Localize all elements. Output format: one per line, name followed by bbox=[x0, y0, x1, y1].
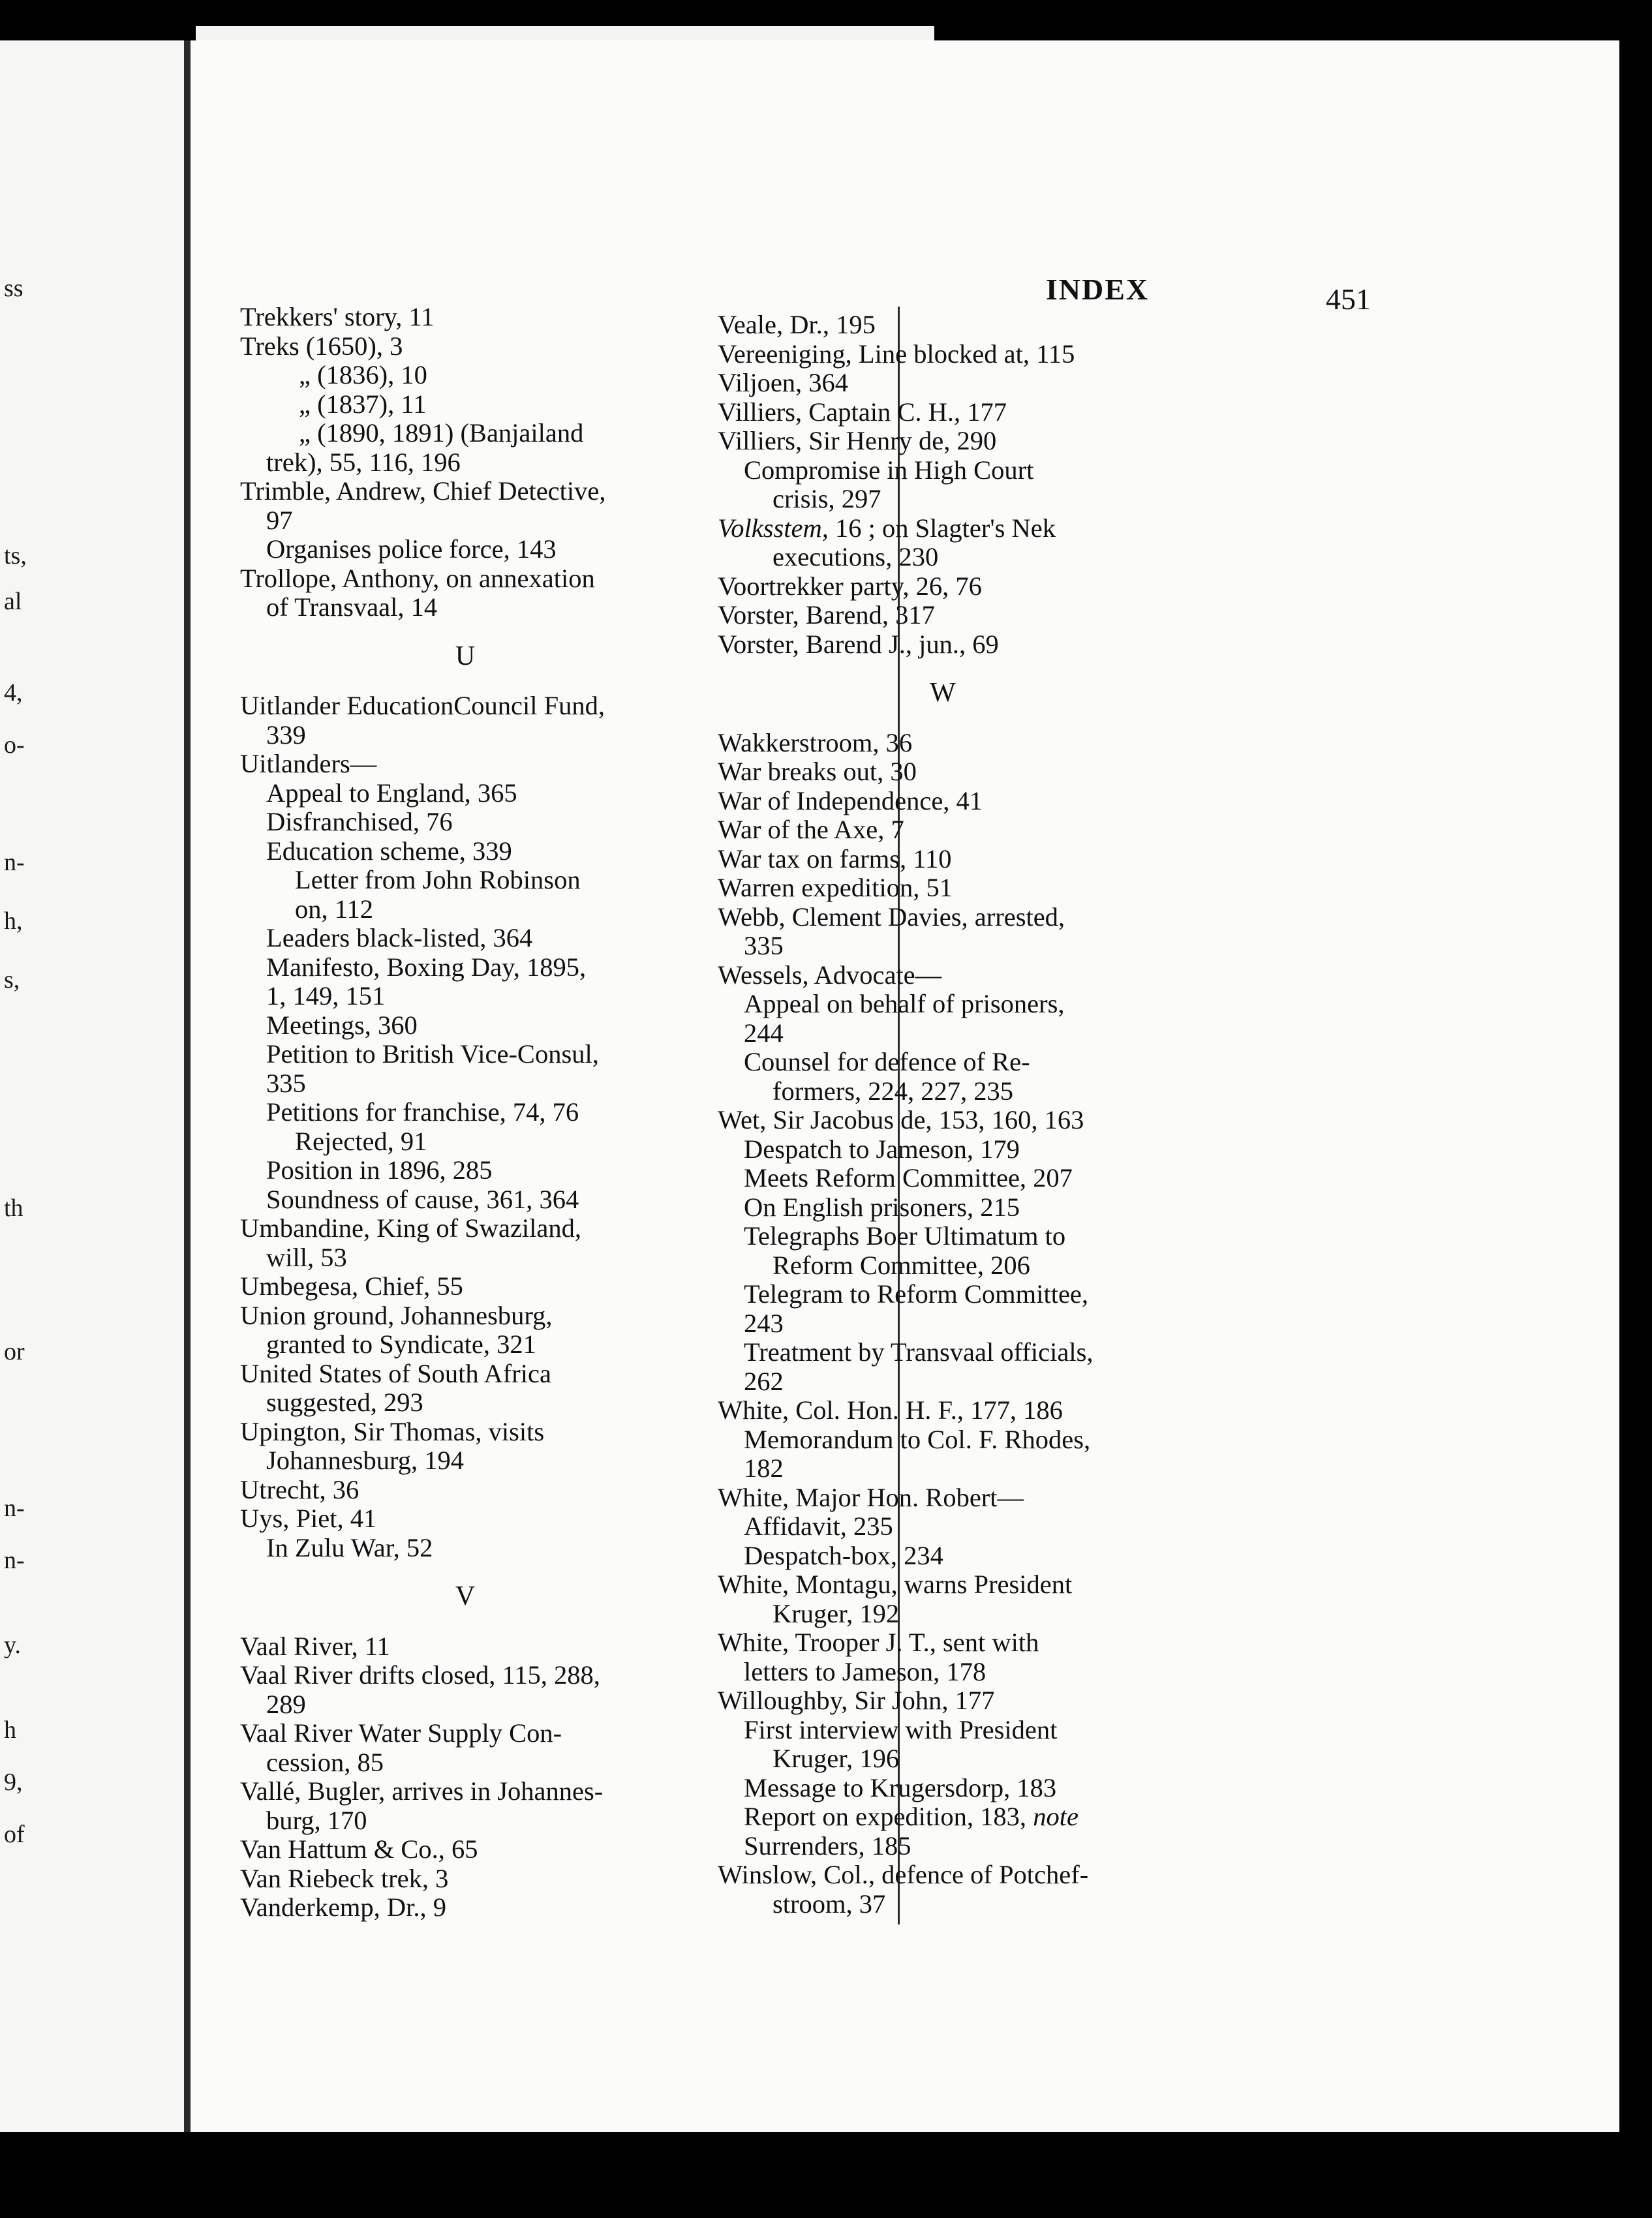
index-entry: Report on expedition, 183, note bbox=[744, 1802, 1078, 1831]
index-entry: „ (1836), 10 bbox=[299, 360, 427, 389]
index-entry: Vallé, Bugler, arrives in Johannes- bbox=[240, 1776, 604, 1806]
index-entry: Appeal on behalf of prisoners, bbox=[744, 989, 1065, 1018]
index-entry: Vanderkemp, Dr., 9 bbox=[240, 1892, 447, 1922]
index-entry: Volksstem, 16 ; on Slagter's Nek bbox=[718, 513, 1056, 543]
index-entry: Willoughby, Sir John, 177 bbox=[718, 1686, 995, 1715]
index-entry: Union ground, Johannesburg, bbox=[240, 1300, 553, 1330]
index-entry: Despatch to Jameson, 179 bbox=[744, 1134, 1020, 1164]
facing-page-text-fragment: o- bbox=[4, 731, 25, 759]
index-entry: Leaders black-listed, 364 bbox=[266, 923, 533, 952]
index-entry: In Zulu War, 52 bbox=[266, 1532, 433, 1562]
section-letter-heading: V bbox=[455, 1581, 476, 1611]
index-entry: Uys, Piet, 41 bbox=[240, 1504, 377, 1533]
scan-border-bottom bbox=[184, 2132, 1652, 2218]
index-entry: Warren expedition, 51 bbox=[718, 873, 953, 902]
index-entry: Van Hattum & Co., 65 bbox=[240, 1834, 478, 1864]
facing-page-text-fragment: of bbox=[4, 1821, 25, 1848]
index-entry: United States of South Africa bbox=[240, 1358, 551, 1388]
index-entry: Viljoen, 364 bbox=[718, 368, 849, 397]
index-entry: Letter from John Robinson bbox=[295, 865, 581, 894]
index-entry: Villiers, Sir Henry de, 290 bbox=[718, 426, 997, 455]
index-entry: trek), 55, 116, 196 bbox=[266, 447, 461, 477]
index-entry: Webb, Clement Davies, arrested, bbox=[718, 902, 1065, 932]
facing-page-text-fragment: th bbox=[4, 1194, 23, 1222]
index-entry: Meetings, 360 bbox=[266, 1010, 418, 1040]
index-entry: War breaks out, 30 bbox=[718, 757, 917, 786]
index-entry: Vorster, Barend, 317 bbox=[718, 600, 935, 630]
facing-page-text-fragment: 9, bbox=[4, 1769, 23, 1796]
index-entry: cession, 85 bbox=[266, 1747, 384, 1777]
index-entry: On English prisoners, 215 bbox=[744, 1192, 1020, 1222]
facing-page-text-fragment: y. bbox=[4, 1632, 22, 1659]
index-entry: Upington, Sir Thomas, visits bbox=[240, 1416, 545, 1446]
index-entry: Affidavit, 235 bbox=[744, 1512, 893, 1541]
facing-page-text-fragment: h, bbox=[4, 907, 23, 935]
facing-page-text-fragment: n- bbox=[4, 1495, 25, 1522]
section-letter-heading: W bbox=[930, 678, 956, 708]
index-entry: White, Major Hon. Robert— bbox=[718, 1482, 1024, 1512]
index-entry: Treks (1650), 3 bbox=[240, 331, 403, 361]
index-entry: War tax on farms, 110 bbox=[718, 843, 952, 874]
index-entry: 243 bbox=[744, 1308, 784, 1338]
index-entry: 244 bbox=[744, 1018, 784, 1048]
index-entry: 335 bbox=[266, 1068, 306, 1098]
index-entry: Surrenders, 185 bbox=[744, 1831, 911, 1861]
facing-page-text-fragment: n- bbox=[4, 1547, 25, 1574]
index-entry: Umbandine, King of Swaziland, bbox=[240, 1213, 582, 1243]
index-entry: Vaal River Water Supply Con- bbox=[240, 1718, 562, 1748]
facing-page-text-fragment: n- bbox=[4, 849, 25, 876]
facing-page-text-fragment: al bbox=[4, 588, 22, 615]
index-entry: First interview with President bbox=[744, 1714, 1058, 1744]
index-entry: Wessels, Advocate— bbox=[718, 960, 942, 990]
index-entry: Uitlander EducationCouncil Fund, bbox=[240, 691, 605, 720]
index-entry: crisis, 297 bbox=[772, 484, 881, 513]
index-entry: Van Riebeck trek, 3 bbox=[240, 1863, 449, 1893]
index-entry: Message to Krugersdorp, 183 bbox=[744, 1772, 1057, 1802]
index-entry: White, Col. Hon. H. F., 177, 186 bbox=[718, 1395, 1063, 1425]
scan-border bbox=[1619, 40, 1652, 2149]
index-entry: Wet, Sir Jacobus de, 153, 160, 163 bbox=[718, 1105, 1084, 1134]
index-entry: Counsel for defence of Re- bbox=[744, 1047, 1030, 1076]
index-entry: Treatment by Transvaal officials, bbox=[744, 1337, 1094, 1367]
index-entry: Trimble, Andrew, Chief Detective, bbox=[240, 476, 606, 506]
index-entry: Telegraphs Boer Ultimatum to bbox=[744, 1221, 1066, 1251]
page-number: 451 bbox=[1326, 282, 1371, 316]
index-entry: Villiers, Captain C. H., 177 bbox=[718, 397, 1007, 427]
facing-page-text-fragment: or bbox=[4, 1338, 25, 1365]
index-entry: Uitlanders— bbox=[240, 749, 377, 778]
index-entry: Memorandum to Col. F. Rhodes, bbox=[744, 1424, 1091, 1454]
facing-page-text-fragment: h bbox=[4, 1716, 16, 1744]
index-entry: 1, 149, 151 bbox=[266, 981, 386, 1010]
index-entry: War of Independence, 41 bbox=[718, 785, 983, 815]
index-entry: Vaal River drifts closed, 115, 288, bbox=[240, 1660, 600, 1690]
index-column-right bbox=[718, 311, 1364, 1919]
index-entry: Kruger, 192 bbox=[772, 1598, 900, 1628]
index-entry: Trekkers' story, 11 bbox=[240, 302, 435, 331]
index-entry: Appeal to England, 365 bbox=[266, 778, 517, 808]
index-entry: Disfranchised, 76 bbox=[266, 807, 453, 836]
index-entry: Rejected, 91 bbox=[295, 1126, 427, 1156]
index-entry: Manifesto, Boxing Day, 1895, bbox=[266, 952, 587, 982]
index-entry: Despatch-box, 234 bbox=[744, 1540, 943, 1570]
index-entry: Vaal River, 11 bbox=[240, 1631, 390, 1661]
index-entry: White, Trooper J. T., sent with bbox=[718, 1628, 1039, 1657]
index-entry: Umbegesa, Chief, 55 bbox=[240, 1271, 463, 1301]
index-entry: Wakkerstroom, 36 bbox=[718, 727, 913, 757]
index-entry: granted to Syndicate, 321 bbox=[266, 1329, 536, 1359]
index-entry: Organises police force, 143 bbox=[266, 534, 557, 564]
index-entry: Kruger, 196 bbox=[772, 1744, 900, 1773]
index-entry: 289 bbox=[266, 1689, 306, 1719]
index-entry: „ (1837), 11 bbox=[299, 389, 427, 419]
index-entry: stroom, 37 bbox=[772, 1889, 886, 1919]
index-entry: 335 bbox=[744, 931, 784, 960]
index-entry: will, 53 bbox=[266, 1242, 347, 1272]
index-entry: Vorster, Barend J., jun., 69 bbox=[718, 629, 999, 659]
index-entry: Reform Committee, 206 bbox=[772, 1250, 1030, 1280]
index-entry: Vereeniging, Line blocked at, 115 bbox=[718, 339, 1075, 369]
index-entry: Education scheme, 339 bbox=[266, 836, 512, 866]
index-entry: suggested, 293 bbox=[266, 1388, 423, 1417]
index-entry: Meets Reform Committee, 207 bbox=[744, 1163, 1073, 1193]
section-letter-heading: U bbox=[455, 641, 476, 671]
index-entry: on, 112 bbox=[295, 894, 373, 924]
index-entry: Petition to British Vice-Consul, bbox=[266, 1039, 599, 1069]
facing-page-text-fragment: 4, bbox=[4, 679, 23, 706]
index-entry: 182 bbox=[744, 1453, 784, 1483]
index-entry: Utrecht, 36 bbox=[240, 1474, 359, 1504]
index-entry: Winslow, Col., defence of Potchef- bbox=[718, 1860, 1089, 1889]
index-entry: 339 bbox=[266, 720, 306, 750]
index-entry: Johannesburg, 194 bbox=[266, 1446, 464, 1475]
index-entry: Trollope, Anthony, on annexation bbox=[240, 563, 595, 593]
index-entry: letters to Jameson, 178 bbox=[744, 1656, 987, 1686]
facing-page-edge bbox=[0, 40, 191, 2132]
index-entry: Veale, Dr., 195 bbox=[718, 310, 876, 339]
index-entry: formers, 224, 227, 235 bbox=[772, 1076, 1013, 1106]
index-entry: Voortrekker party, 26, 76 bbox=[718, 571, 982, 601]
index-entry: War of the Axe, 7 bbox=[718, 815, 904, 844]
facing-page-text-fragment: ts, bbox=[4, 542, 27, 570]
index-entry: Position in 1896, 285 bbox=[266, 1155, 493, 1185]
index-entry: Telegram to Reform Committee, bbox=[744, 1279, 1089, 1309]
facing-page-text-fragment: ss bbox=[4, 275, 23, 302]
index-entry: burg, 170 bbox=[266, 1805, 367, 1835]
facing-page-text-fragment: s, bbox=[4, 966, 20, 994]
index-entry: White, Montagu, warns President bbox=[718, 1570, 1073, 1599]
index-entry: „ (1890, 1891) (Banjailand bbox=[299, 418, 584, 448]
index-entry: executions, 230 bbox=[772, 542, 939, 571]
index-entry: Compromise in High Court bbox=[744, 455, 1034, 485]
index-entry: 97 bbox=[266, 505, 293, 535]
page-title: INDEX bbox=[1045, 273, 1150, 306]
index-entry: 262 bbox=[744, 1366, 784, 1396]
index-entry: Soundness of cause, 361, 364 bbox=[266, 1184, 579, 1214]
index-entry: of Transvaal, 14 bbox=[266, 592, 438, 622]
index-entry: Petitions for franchise, 74, 76 bbox=[266, 1097, 579, 1127]
